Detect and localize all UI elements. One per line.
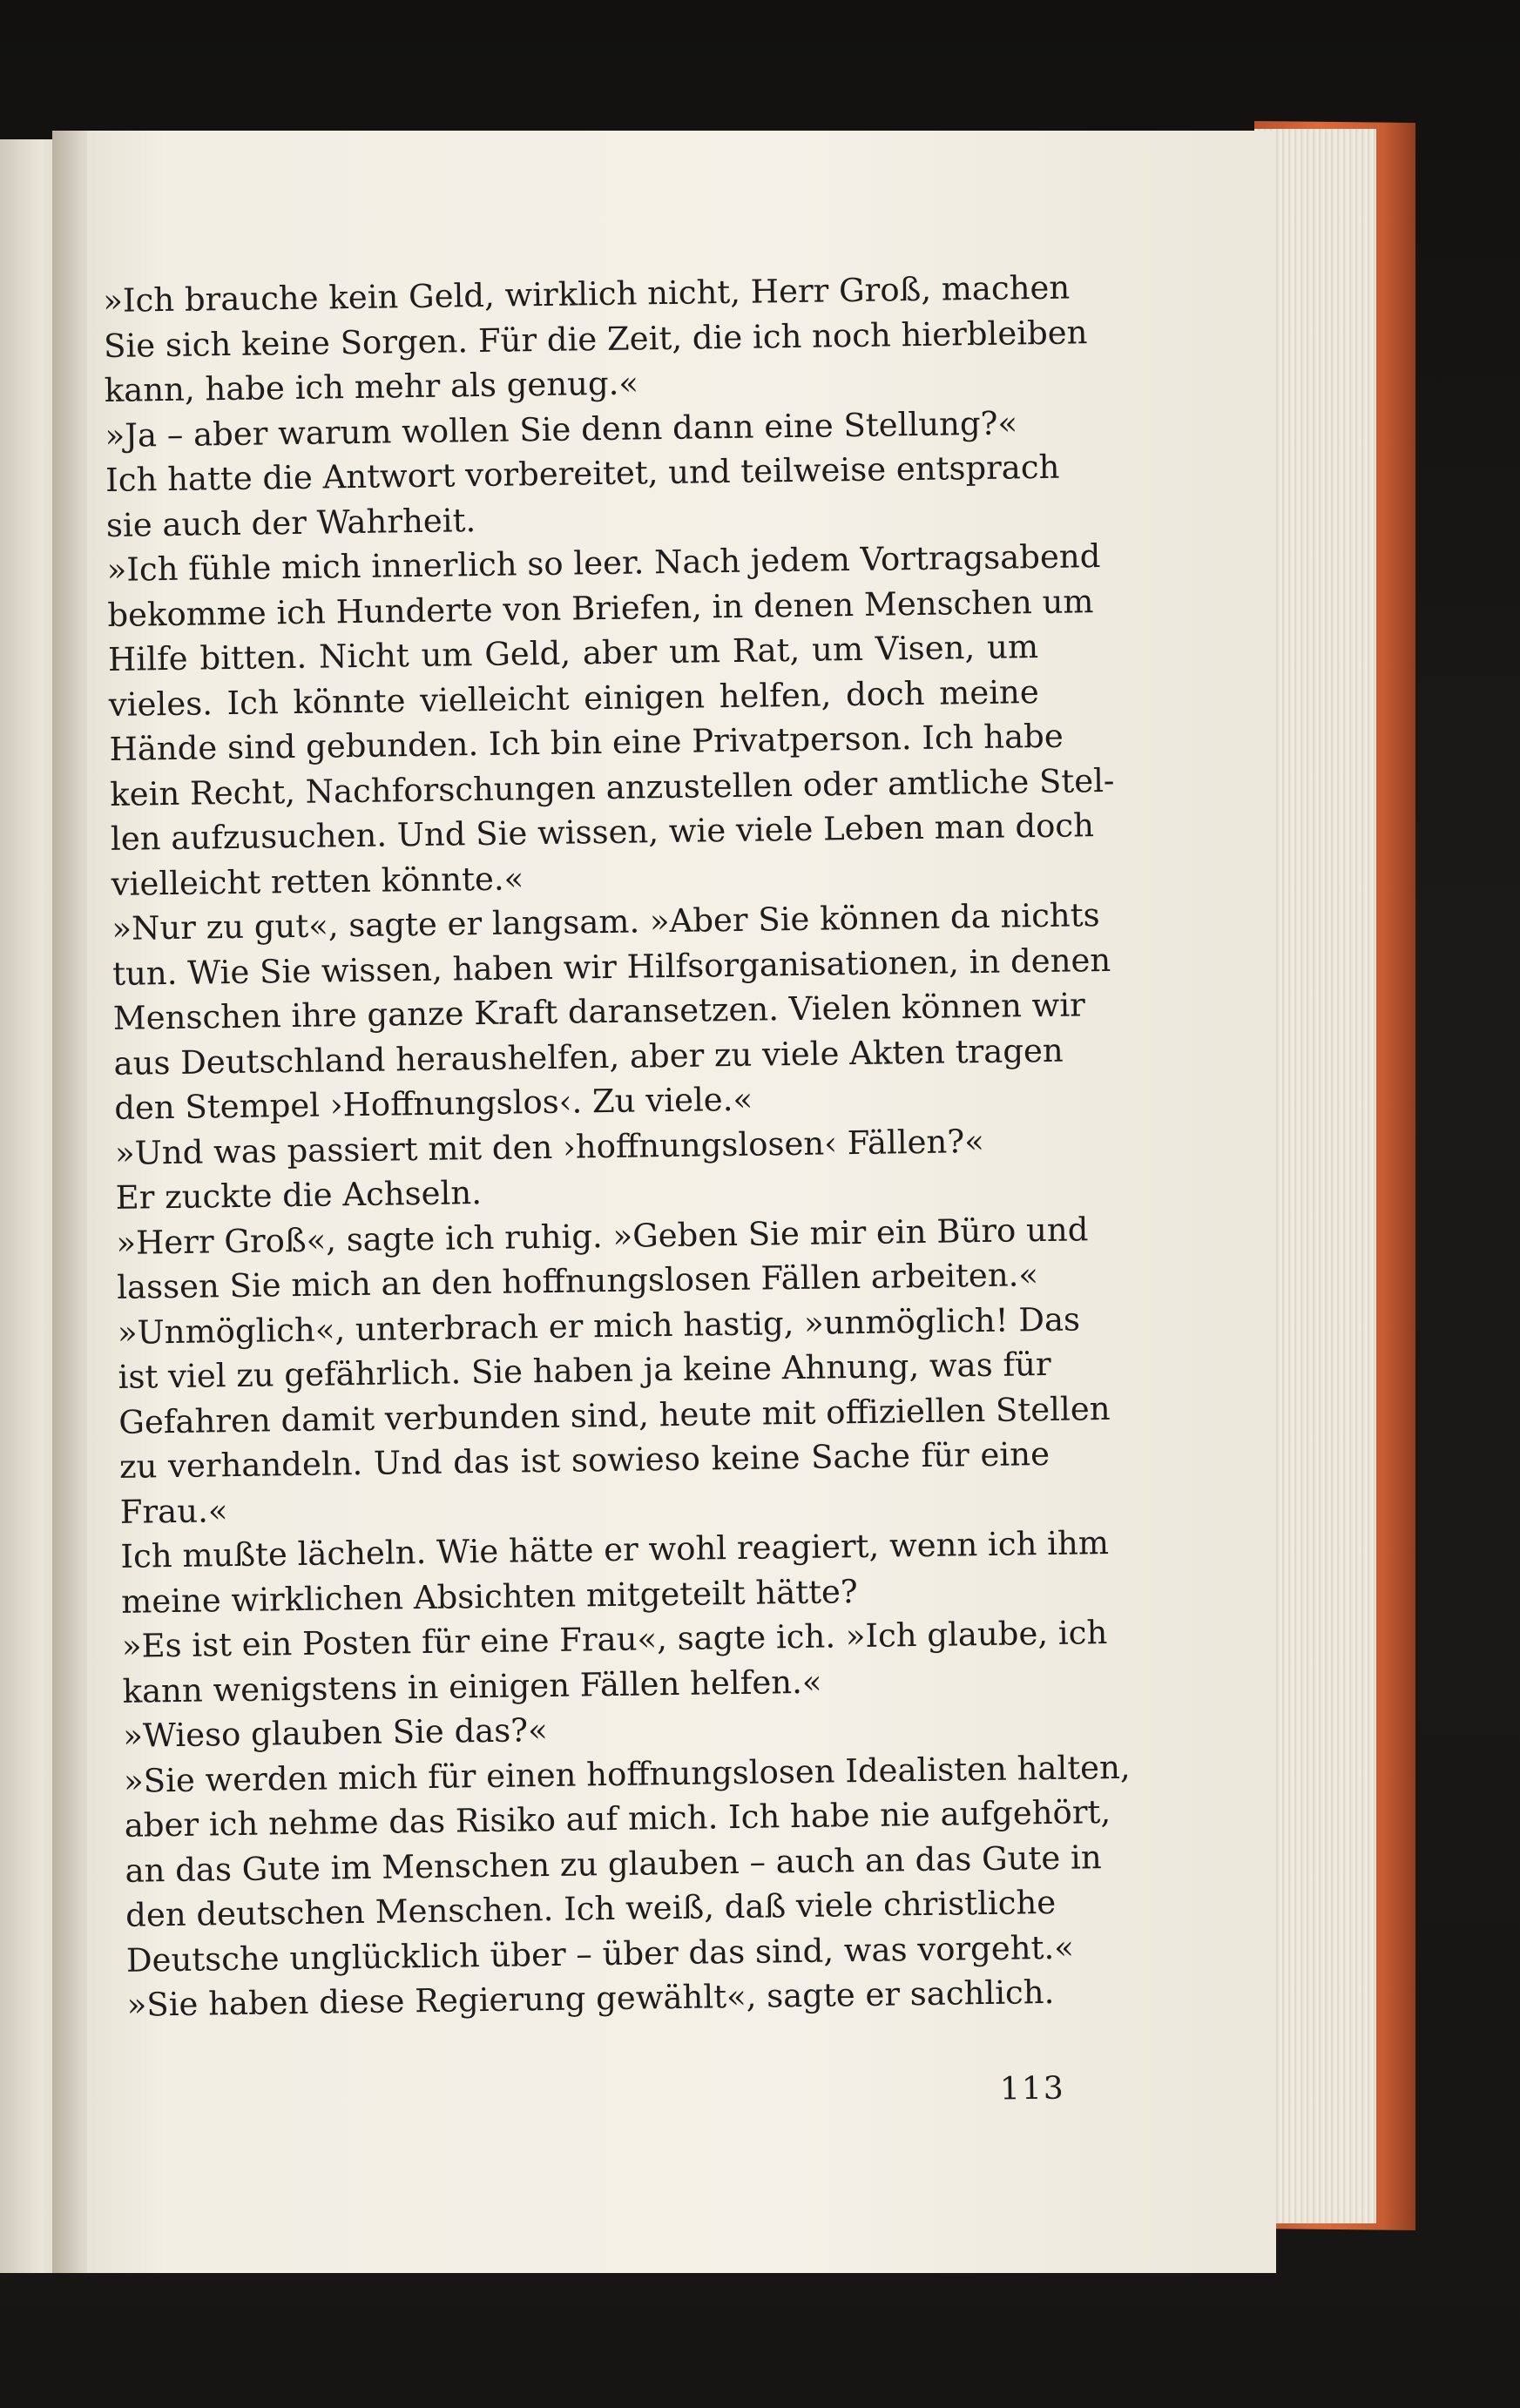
text-line: den Stempel ›Hoffnungslos‹. Zu viele.« (113, 1080, 753, 1127)
text-line: Gefahren damit verbunden sind, heute mit offiziellen Stellen (118, 1389, 1111, 1441)
text-line: kann wenigstens in einigen Fällen helfen.« (122, 1663, 822, 1710)
text-line: Hilfe bitten. Nicht um Geld, aber um Rat, um Visen, um (107, 628, 1039, 678)
text-line: »Unmöglich«, unterbrach er mich hastig, »unmöglich! Das (117, 1299, 1081, 1352)
text-line: »Nur zu gut«, sagte er langsam. »Aber Sie können da nichts (111, 896, 1100, 948)
text-line: lassen Sie mich an den hoffnungslosen Fällen arbeiten.« (116, 1256, 1039, 1306)
text-line: sie auch der Wahrheit. (105, 501, 476, 544)
text-line: meine wirklichen Absichten mitgeteilt hätte? (120, 1572, 858, 1621)
page-number: 113 (999, 2070, 1066, 2108)
text-line: tun. Wie Sie wissen, haben wir Hilfsorganisationen, in denen (111, 941, 1111, 993)
text-line: Frau.« (119, 1491, 228, 1531)
text-line: an das Gute im Menschen zu glauben – auch an das Gute in (125, 1838, 1102, 1890)
text-line: »Wieso glauben Sie das?« (123, 1711, 549, 1755)
text-line: »Sie haben diese Regierung gewählt«, sagte er sachlich. (126, 1973, 1055, 2024)
text-line: len aufzusuchen. Und Sie wissen, wie viele Leben man doch (110, 806, 1095, 858)
text-line: Hände sind gebunden. Ich bin eine Privatperson. Ich habe (109, 717, 1064, 768)
text-line: »Es ist ein Posten für eine Frau«, sagte ich. »Ich glaube, ich (121, 1614, 1108, 1665)
text-line: Er zuckte die Achseln. (115, 1174, 483, 1217)
text-line: Sie sich keine Sorgen. Für die Zeit, die ich noch hierbleiben (103, 313, 1088, 365)
text-line: »Ich fühle mich innerlich so leer. Nach jedem Vortragsabend (106, 537, 1101, 589)
text-line: vielleicht retten könnte.« (111, 859, 524, 903)
text-line: den deutschen Menschen. Ich weiß, daß viele christliche (125, 1883, 1057, 1934)
text-line: »Herr Groß«, sagte ich ruhig. »Geben Sie mir ein Büro und (116, 1210, 1089, 1262)
text-line: »Ich brauche kein Geld, wirklich nicht, Herr Groß, machen (103, 268, 1071, 320)
text-line: aus Deutschland heraushelfen, aber zu viele Akten tragen (113, 1031, 1064, 1083)
text-line: »Ja – aber warum wollen Sie denn dann eine Stellung?« (105, 403, 1018, 455)
text-line: aber ich nehme das Risiko auf mich. Ich habe nie aufgehört, (124, 1793, 1111, 1845)
text-line: ist viel zu gefährlich. Sie haben ja keine Ahnung, was für (118, 1345, 1051, 1396)
page-text (103, 266, 1131, 2027)
text-line: »Sie werden mich für einen hoffnungslosen Idealisten halten, (123, 1748, 1131, 1800)
text-line: kann, habe ich mehr als genug.« (104, 364, 639, 409)
text-line: Ich mußte lächeln. Wie hätte er wohl reagiert, wenn ich ihm (120, 1524, 1110, 1575)
text-line: bekomme ich Hunderte von Briefen, in denen Menschen um (107, 582, 1094, 634)
text-line: Menschen ihre ganze Kraft daransetzen. Vielen können wir (112, 986, 1086, 1037)
text-line: kein Recht, Nachforschungen anzustellen oder amtliche Stel- (109, 761, 1115, 813)
text-line: Ich hatte die Antwort vorbereitet, und teilweise entsprach (105, 448, 1060, 499)
text-line: vieles. Ich könnte vielleicht einigen helfen, doch meine (108, 672, 1040, 724)
text-line: zu verhandeln. Und das ist sowieso keine Sache für eine (118, 1434, 1050, 1486)
text-line: Deutsche unglücklich über – über das sind, was vorgeht.« (125, 1928, 1075, 1980)
text-line: »Und was passiert mit den ›hoffnungslosen‹ Fällen?« (114, 1122, 985, 1172)
book-gutter (52, 131, 87, 2273)
